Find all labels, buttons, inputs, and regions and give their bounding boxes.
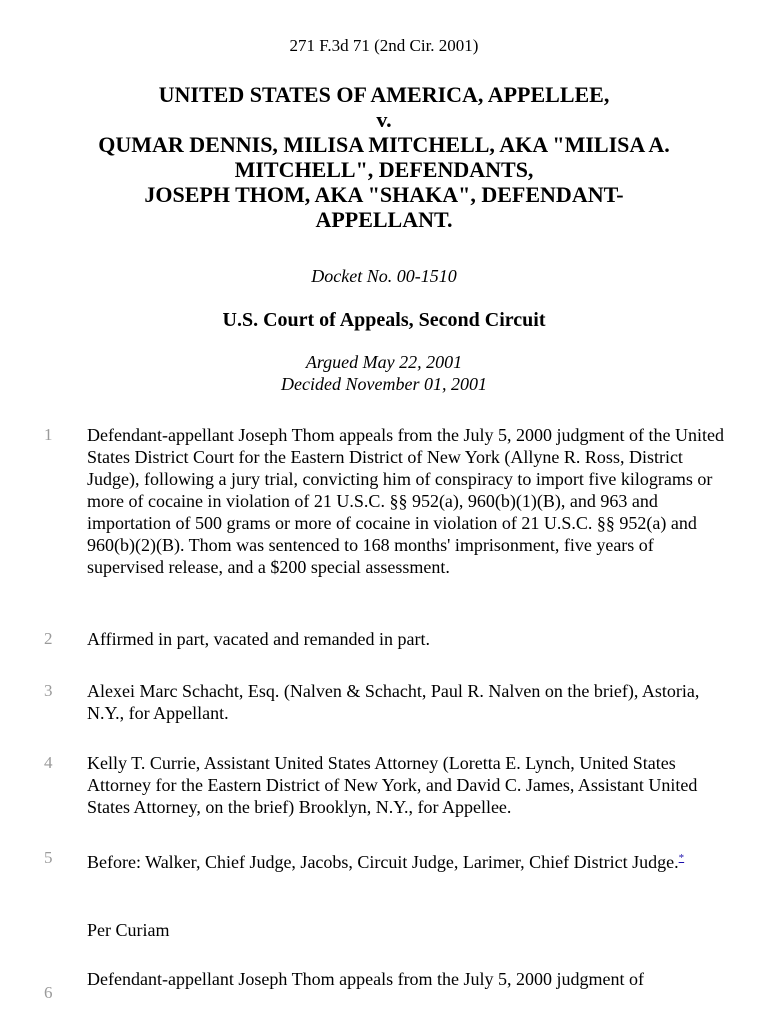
case-dates [0, 351, 768, 395]
caption-line: MITCHELL", DEFENDANTS, [234, 157, 534, 182]
paragraph-text: Affirmed in part, vacated and remanded in part. [87, 629, 431, 649]
caption-line: v. [376, 107, 392, 132]
docket-number: Docket No. 00-1510 [311, 266, 457, 286]
argued-date: Argued May 22, 2001 [305, 352, 463, 372]
caption-line: QUMAR DENNIS, MILISA MITCHELL, AKA "MILISA A. [98, 132, 670, 157]
paragraph-number: 2 [44, 629, 53, 648]
case-caption [40, 82, 728, 232]
paragraph-text: Defendant-appellant Joseph Thom appeals from the July 5, 2000 judgment of the United States District Court for the Eastern District of New York (Allyne R. Ross, District Judge), following a jury trial, convicting him of conspiracy to import five kilograms or more of cocaine in violation of 21 U.S.C. §§ 952(a), 960(b)(1)(B), and 963 and importation of 500 grams or more of cocaine in violation of 21 U.S.C. §§ 952(a) and 960(b)(2)(B). Thom was sentenced to 168 months' imprisonment, five years of supervised release, and a $200 special assessment. [87, 425, 725, 577]
paragraph-number: 6 [44, 983, 53, 1002]
paragraph-text-body: Before: Walker, Chief Judge, Jacobs, Circuit Judge, Larimer, Chief District Judge. [87, 852, 679, 872]
caption-line: JOSEPH THOM, AKA "SHAKA", DEFENDANT- [144, 182, 624, 207]
paragraph-number: 4 [44, 753, 53, 772]
paragraph-text [87, 847, 727, 873]
paragraph-text: Kelly T. Currie, Assistant United States Attorney (Loretta E. Lynch, United States Attorney for the Eastern District of New York, and David C. James, Assistant United States Attorney, on the brief) Brooklyn, N.Y., for Appellee. [87, 753, 698, 817]
caption-line: UNITED STATES OF AMERICA, APPELLEE, [158, 82, 610, 107]
court-name: U.S. Court of Appeals, Second Circuit [222, 309, 546, 331]
paragraph-number: 5 [44, 848, 53, 867]
footnote-link[interactable]: * [678, 852, 685, 864]
citation: 271 F.3d 71 (2nd Cir. 2001) [289, 36, 479, 55]
paragraph-text: Alexei Marc Schacht, Esq. (Nalven & Schacht, Paul R. Nalven on the brief), Astoria, N.Y., for Appellant. [87, 681, 700, 723]
paragraph-number: 1 [44, 425, 53, 444]
per-curiam-heading: Per Curiam [87, 920, 170, 940]
caption-line: APPELLANT. [315, 207, 453, 232]
paragraph-text: Defendant-appellant Joseph Thom appeals from the July 5, 2000 judgment of [87, 969, 645, 989]
paragraph-number: 3 [44, 681, 53, 700]
decided-date: Decided November 01, 2001 [281, 374, 487, 394]
